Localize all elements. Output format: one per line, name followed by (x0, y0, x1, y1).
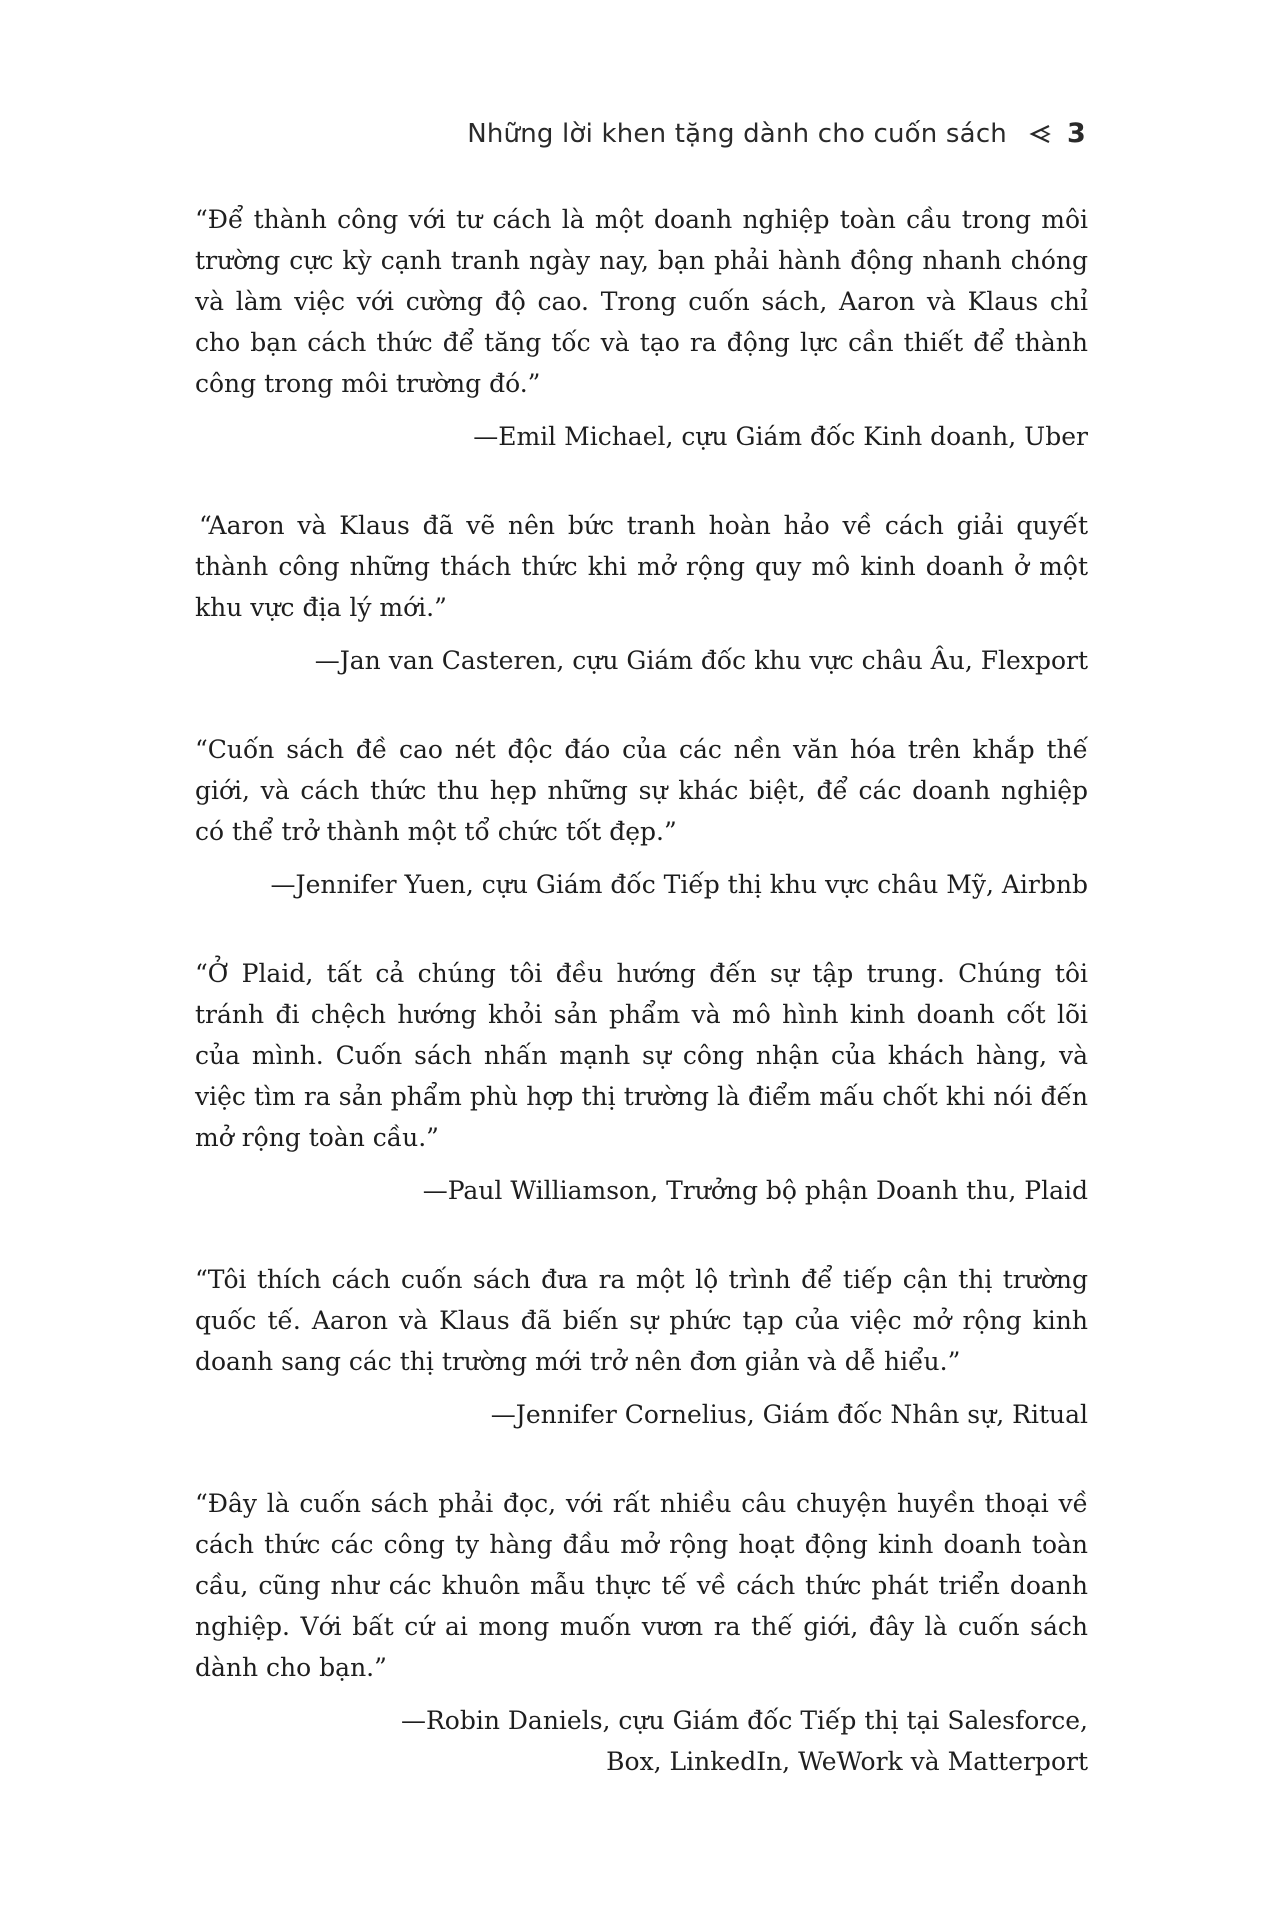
blurb-quote: “Đây là cuốn sách phải đọc, với rất nhiều câu chuyện huyền thoại về cách thức các công ty hàng đầu mở rộng hoạt động kinh doanh toàn cầu, cũng như các khuôn mẫu thực tế về cách thức phát triển doanh nghiệp. Với bất cứ ai mong muốn vươn ra thế giới, đây là cuốn sách dành cho bạn.” (195, 1489, 1088, 1682)
blurb-attribution: —Emil Michael, cựu Giám đốc Kinh doanh, Uber (473, 422, 1088, 451)
blurb-quote: “Aaron và Klaus đã vẽ nên bức tranh hoàn hảo về cách giải quyết thành công những thách thức khi mở rộng quy mô kinh doanh ở một khu vực địa lý mới.” (195, 511, 1088, 622)
blurb-quote: “Cuốn sách đề cao nét độc đáo của các nền văn hóa trên khắp thế giới, và cách thức thu hẹp những sự khác biệt, để các doanh nghiệp có thể trở thành một tổ chức tốt đẹp.” (195, 735, 1088, 846)
blurb-attribution: —Jennifer Yuen, cựu Giám đốc Tiếp thị khu vực châu Mỹ, Airbnb (270, 870, 1088, 899)
chevron-left-icon (1027, 121, 1053, 147)
blurb-quote: “Để thành công với tư cách là một doanh nghiệp toàn cầu trong môi trường cực kỳ cạnh tranh ngày nay, bạn phải hành động nhanh chóng và làm việc với cường độ cao. Trong cuốn sách, Aaron và Klaus chỉ cho bạn cách thức để tăng tốc và tạo ra động lực cần thiết để thành công trong môi trường đó.” (195, 205, 1088, 398)
attribution-line-1: —Robin Daniels, cựu Giám đốc Tiếp thị tại Salesforce, (400, 1706, 1088, 1735)
blurb-jennifer-yuen (195, 729, 1088, 905)
blurb-jennifer-cornelius (195, 1259, 1088, 1435)
blurb-attribution (195, 1700, 1088, 1782)
running-header-title: Những lời khen tặng dành cho cuốn sách (467, 118, 1007, 149)
attribution-line-2: Box, LinkedIn, WeWork và Matterport (606, 1747, 1088, 1776)
running-header (467, 118, 1086, 149)
praise-list (195, 199, 1088, 1782)
blurb-paul-williamson (195, 953, 1088, 1211)
blurb-attribution: —Jan van Casteren, cựu Giám đốc khu vực châu Âu, Flexport (314, 646, 1088, 675)
blurb-jan-van-casteren (195, 505, 1088, 681)
blurb-attribution: —Paul Williamson, Trưởng bộ phận Doanh thu, Plaid (422, 1176, 1088, 1205)
blurb-quote: “Tôi thích cách cuốn sách đưa ra một lộ trình để tiếp cận thị trường quốc tế. Aaron và Klaus đã biến sự phức tạp của việc mở rộng kinh doanh sang các thị trường mới trở nên đơn giản và dễ hiểu.” (195, 1265, 1088, 1376)
blurb-emil-michael (195, 199, 1088, 457)
page-number: 3 (1067, 118, 1086, 149)
blurb-robin-daniels (195, 1483, 1088, 1782)
blurb-quote: “Ở Plaid, tất cả chúng tôi đều hướng đến sự tập trung. Chúng tôi tránh đi chệch hướng khỏi sản phẩm và mô hình kinh doanh cốt lõi của mình. Cuốn sách nhấn mạnh sự công nhận của khách hàng, và việc tìm ra sản phẩm phù hợp thị trường là điểm mấu chốt khi nói đến mở rộng toàn cầu.” (195, 959, 1088, 1152)
blurb-attribution: —Jennifer Cornelius, Giám đốc Nhân sự, Ritual (490, 1400, 1088, 1429)
